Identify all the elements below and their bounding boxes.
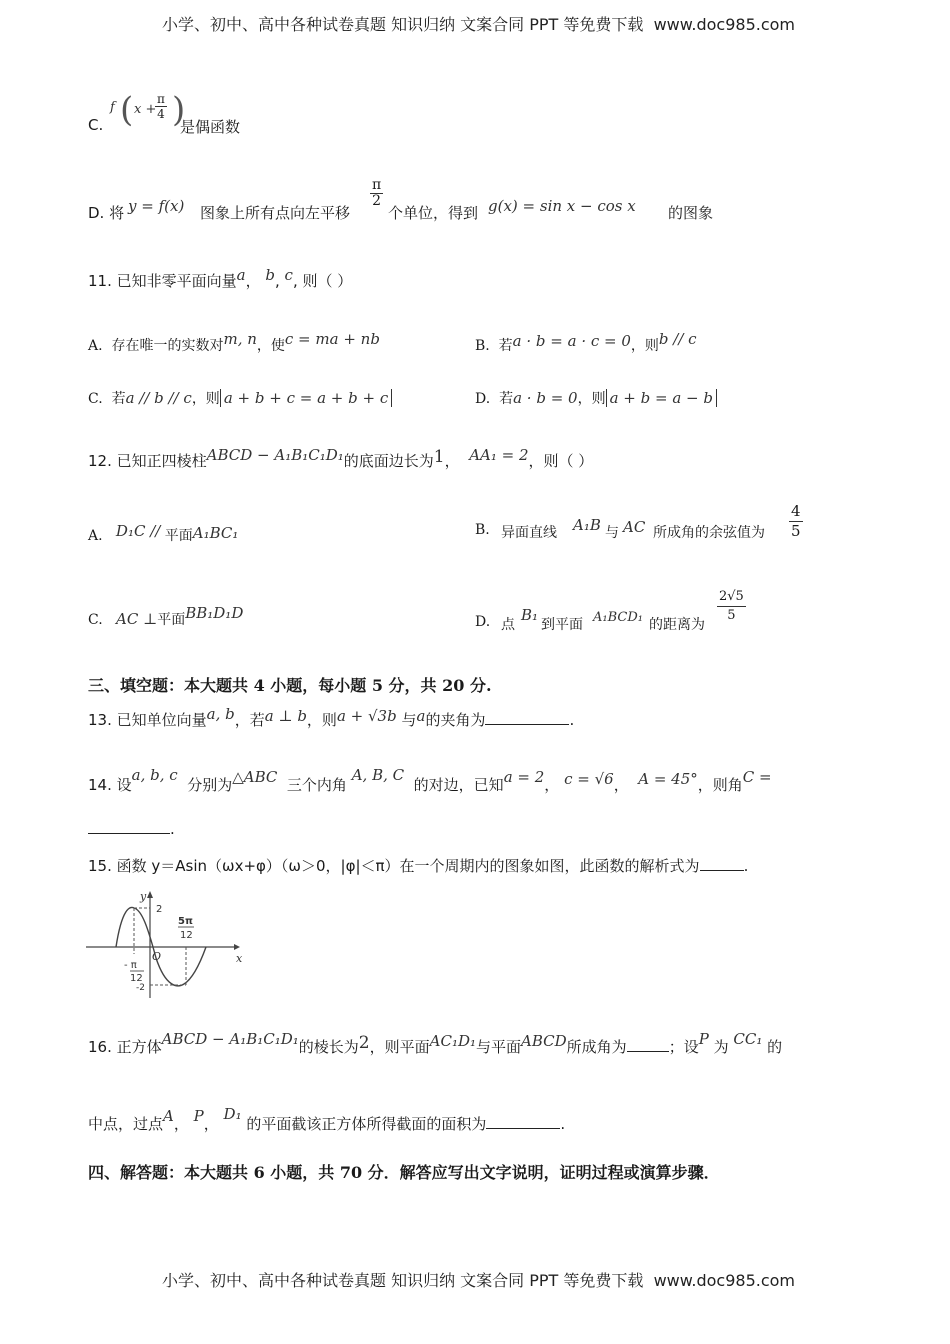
text: 中点，过点 <box>88 1115 164 1133</box>
answer-blank[interactable] <box>485 712 569 725</box>
header-text: 小学、初中、高中各种试卷真题 知识归纳 文案合同 PPT 等免费下载 <box>162 15 644 34</box>
q12-option-a <box>88 522 238 545</box>
expr-sum: a + √3b <box>336 707 397 725</box>
expr-angles: A, B, C <box>351 766 405 784</box>
expr-line2: AC <box>623 518 646 536</box>
page-header <box>162 12 795 35</box>
question-12-stem <box>88 446 593 471</box>
answer-blank[interactable] <box>88 821 170 834</box>
vec-a: a <box>236 266 246 284</box>
expr-abc: a, b, c <box>131 766 178 784</box>
end: ，则（ ） <box>528 452 594 470</box>
expr-eq: c = ma + nb <box>284 330 380 348</box>
text: 为 <box>713 1038 729 1056</box>
question-16-line-1 <box>88 1030 782 1057</box>
footer-text: 小学、初中、高中各种试卷真题 知识归纳 文案合同 PPT 等免费下载 <box>162 1271 644 1290</box>
vec-b: b <box>265 266 275 284</box>
option-label: B. <box>475 338 490 354</box>
text: ，则 <box>577 391 606 407</box>
expr-point: B₁ <box>521 606 539 624</box>
expr-cond: a // b // c <box>125 389 192 407</box>
end: . <box>560 1115 566 1133</box>
text: 平面 <box>157 612 186 628</box>
q12-option-c <box>88 604 243 629</box>
header-site-link[interactable]: www.doc985.com <box>653 15 796 34</box>
option-label: D. 将 <box>88 204 125 222</box>
text: 与 <box>401 711 417 729</box>
question-13 <box>88 705 574 730</box>
end: . <box>743 857 749 875</box>
section-3-title: 三、填空题：本大题共 4 小题，每小题 5 分，共 20 分. <box>88 676 492 695</box>
text: 所成角的余弦值为 <box>653 525 765 541</box>
expr-y-fx: y = f(x) <box>128 197 185 215</box>
end: . <box>170 820 175 838</box>
text: 个单位，得到 <box>388 204 479 222</box>
q11-option-b <box>475 330 697 355</box>
expr-eq: a + b + c = a + b + c <box>220 389 392 407</box>
sep: ， <box>173 1115 189 1133</box>
text: 16. 正方体 <box>88 1038 162 1056</box>
sep: ， <box>544 776 560 794</box>
answer-blank[interactable] <box>700 858 744 871</box>
vec-c: c <box>284 266 293 284</box>
twelve-label-2: 12 <box>130 973 143 984</box>
text: 点 <box>501 617 515 633</box>
expr-plane: BB₁D₁D <box>185 604 244 622</box>
expr-A45: A = 45° <box>638 770 698 788</box>
sep: , <box>274 272 280 290</box>
text: 与 <box>605 525 619 541</box>
origin-label: O <box>152 950 162 963</box>
text: ；设 <box>668 1038 699 1056</box>
expr-cc1: CC₁ <box>733 1030 763 1048</box>
y-label: y <box>140 890 147 903</box>
end: , 则（ ） <box>292 272 353 290</box>
option-label: C. <box>88 391 103 407</box>
text: ，则角 <box>697 776 743 794</box>
stem: 11. 已知非零平面向量 <box>88 272 237 290</box>
fraction-pi-over-2: $\frac{\pi}{2}$ <box>372 177 382 209</box>
option-label: D. <box>475 614 491 630</box>
expr-triangle: △ABC <box>232 768 278 786</box>
text: 平面 <box>164 528 193 544</box>
neg-pi-label: - π <box>124 960 137 971</box>
five-pi-label: 5π <box>178 916 193 927</box>
text: 存在唯一的实数对 <box>111 338 224 354</box>
text: 分别为 <box>187 776 233 794</box>
expr-aa1: AA₁ = 2 <box>469 446 529 464</box>
expr-eq: a · b = a · c = 0 <box>512 332 631 350</box>
question-14-answer-line <box>88 820 175 838</box>
q11-option-a <box>88 330 380 355</box>
expr-P: P <box>698 1030 709 1048</box>
q11-option-d <box>475 388 717 408</box>
q11-option-c <box>88 388 392 408</box>
option-label: C. <box>88 116 104 134</box>
expr-c6: c = √6 <box>564 770 614 788</box>
expr-result: b // c <box>658 330 697 348</box>
question-16-line-2 <box>88 1105 565 1134</box>
expr-gx: g(x) = sin x − cos x <box>488 197 636 215</box>
text: 图象上所有点向左平移 <box>200 204 351 222</box>
text: ，若 <box>234 711 265 729</box>
twelve-label: 12 <box>180 930 193 941</box>
text: 是偶函数 <box>180 118 241 136</box>
expr-line1: A₁B <box>573 516 601 534</box>
text: 所成角为 <box>566 1038 627 1056</box>
footer-site-link[interactable]: www.doc985.com <box>653 1271 796 1290</box>
expr-a: a <box>416 707 426 725</box>
expr-plane: A₁BC₁ <box>192 524 239 542</box>
expr-a2: a = 2 <box>503 768 545 786</box>
y-max-label: 2 <box>156 904 163 915</box>
num-two: 2 <box>358 1033 370 1053</box>
q10-option-d <box>88 178 728 228</box>
answer-blank-1[interactable] <box>627 1039 669 1052</box>
sep: ， <box>245 272 261 290</box>
expr-cube: ABCD − A₁B₁C₁D₁ <box>161 1030 299 1048</box>
expr-plane1: AC₁D₁ <box>429 1032 477 1050</box>
x-axis-arrow <box>234 944 240 950</box>
text: ，则 <box>191 391 220 407</box>
text: 15. 函数 y＝Asin（ωx+φ）（ω＞0，|φ|＜π）在一个周期内的图象如图，此函数的解析式为 <box>88 857 700 875</box>
end: . <box>569 711 575 729</box>
expr-C: C = <box>742 768 772 786</box>
question-14 <box>88 766 772 795</box>
text: 若 <box>499 391 514 407</box>
expr-x-plus: x + <box>134 102 157 117</box>
text: 的对边，已知 <box>413 776 504 794</box>
question-15 <box>88 855 748 876</box>
expr-mn: m, n <box>223 330 257 348</box>
fraction-2sqrt5-5: $\frac{2√5}{5}$ <box>719 589 744 623</box>
expr-P: P <box>193 1107 204 1125</box>
text: 若 <box>498 338 513 354</box>
section-4-title: 四、解答题：本大题共 6 小题，共 70 分．解答应写出文字说明，证明过程或演算步骤． <box>88 1163 720 1182</box>
text: 14. 设 <box>88 776 132 794</box>
sep: ， <box>444 452 460 470</box>
answer-blank-2[interactable] <box>486 1116 560 1129</box>
expr-eq: a + b = a − b <box>606 389 717 407</box>
stem: 12. 已知正四棱柱 <box>88 452 207 470</box>
expr-cond: a · b = 0 <box>513 389 578 407</box>
x-label: x <box>236 952 243 965</box>
text: ，则 <box>306 711 337 729</box>
text: 的棱长为 <box>298 1038 359 1056</box>
y-axis-arrow <box>147 891 153 898</box>
text: 13. 已知单位向量 <box>88 711 207 729</box>
expr-A: A <box>163 1107 174 1125</box>
paren-right: ) <box>172 90 186 130</box>
expr-ab: a, b <box>206 705 235 723</box>
question-11-stem <box>88 266 352 291</box>
sep: ， <box>613 776 629 794</box>
text: 与平面 <box>476 1038 522 1056</box>
fraction-4-5: $\frac{4}{5}$ <box>791 502 801 540</box>
text: 到平面 <box>541 617 583 633</box>
option-label: D. <box>475 391 491 407</box>
paren-left: ( <box>120 90 134 130</box>
text: ，则平面 <box>369 1038 430 1056</box>
option-label: A. <box>88 528 103 544</box>
text: ，使 <box>256 338 285 354</box>
expr-line: AC ⊥ <box>116 610 158 628</box>
text: 的 <box>767 1038 783 1056</box>
text: 若 <box>111 391 126 407</box>
text: 的距离为 <box>649 617 705 633</box>
stem: 的底面边长为 <box>343 452 434 470</box>
text: ，则 <box>630 338 659 354</box>
text: 三个内角 <box>286 776 347 794</box>
func-f: f <box>110 100 115 115</box>
expr-line: D₁C // <box>115 522 161 540</box>
text: 的平面截该正方体所得截面的面积为 <box>246 1115 487 1133</box>
fraction-pi-over-4: $\frac{\pi}{4}$ <box>157 92 165 121</box>
expr-D1: D₁ <box>223 1105 242 1123</box>
expr-prism: ABCD − A₁B₁C₁D₁ <box>206 446 344 464</box>
sep: ， <box>203 1115 219 1133</box>
page-footer <box>162 1268 795 1291</box>
text: 的夹角为 <box>425 711 486 729</box>
option-label: A. <box>88 338 103 354</box>
expr-plane2: ABCD <box>521 1032 567 1050</box>
num-one: 1 <box>433 447 445 467</box>
y-min-label: -2 <box>136 983 145 993</box>
text: 异面直线 <box>501 525 557 541</box>
sine-graph <box>86 888 246 1002</box>
text: 的图象 <box>668 204 714 222</box>
option-label: C. <box>88 612 103 628</box>
expr-plane: A₁BCD₁ <box>593 610 643 625</box>
option-label: B. <box>475 522 490 538</box>
expr-perp: a ⊥ b <box>264 707 307 725</box>
